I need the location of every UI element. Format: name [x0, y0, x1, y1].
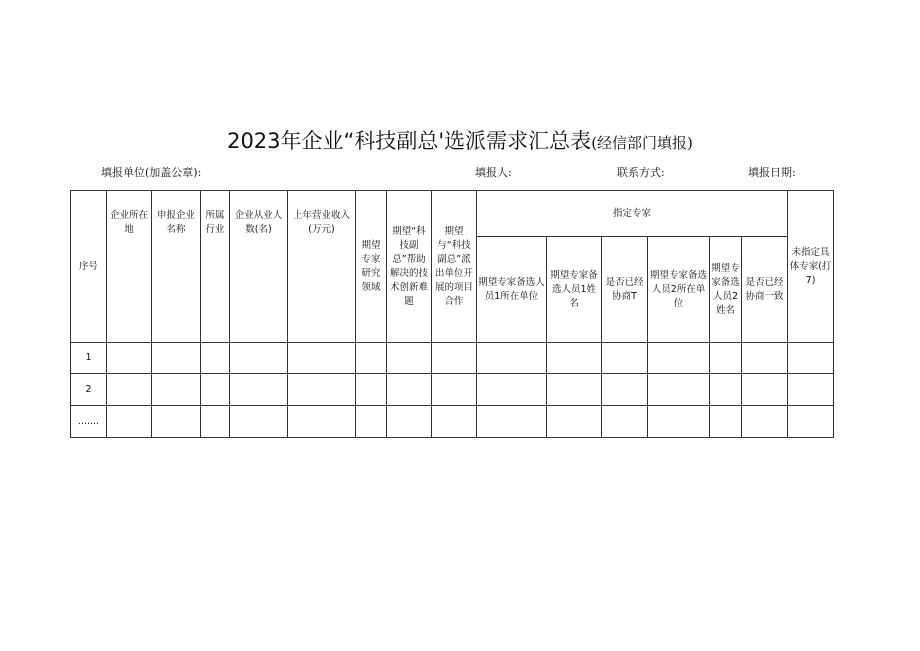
header-designated: 指定专家 [477, 191, 788, 237]
header-exp2-consulted: 是否已经协商一致 [742, 237, 788, 343]
table-row [71, 343, 834, 374]
table-row [71, 406, 834, 438]
header-employees: 企业从业人数(名) [230, 191, 288, 343]
header-problem: 期望“科技副总”帮助解决的技术创新难题 [387, 191, 432, 343]
header-exp1-consulted: 是否已经协商T [602, 237, 648, 343]
title-sub: (经信部门填报) [591, 134, 693, 152]
meta-date: 填报日期: [748, 166, 796, 179]
header-exp1-name: 期望专家备选人员1姓名 [547, 237, 602, 343]
summary-table [70, 190, 834, 438]
row-number: 1 [71, 343, 107, 374]
row-number: ....... [71, 406, 107, 438]
meta-contact: 联系方式: [617, 166, 665, 179]
header-project: 期望与“科技副总”派出单位开展的项目合作 [432, 191, 477, 343]
header-industry: 所属行业 [201, 191, 230, 343]
header-location: 企业所在地 [107, 191, 152, 343]
header-expert-field: 期望专家研究领域 [356, 191, 387, 343]
meta-unit: 填报单位(加盖公章): [101, 166, 202, 179]
meta-filler: 填报人: [475, 166, 512, 179]
header-exp2-unit: 期望专家备选人员2所在单位 [648, 237, 710, 343]
header-company: 申报企业名称 [152, 191, 201, 343]
table-row [71, 374, 834, 406]
header-seq: 序号 [71, 191, 107, 343]
page-title [0, 128, 920, 156]
row-number: 2 [71, 374, 107, 406]
header-unspecified: 未指定具体专家(打7) [788, 191, 834, 343]
header-revenue: 上年营业收入(万元) [288, 191, 356, 343]
title-main: 2023年企业“科技副总'选派需求汇总表 [227, 129, 592, 153]
header-exp2-name: 期望专家备选人员2姓名 [710, 237, 742, 343]
header-exp1-unit: 期望专家备选人员1所在单位 [477, 237, 547, 343]
